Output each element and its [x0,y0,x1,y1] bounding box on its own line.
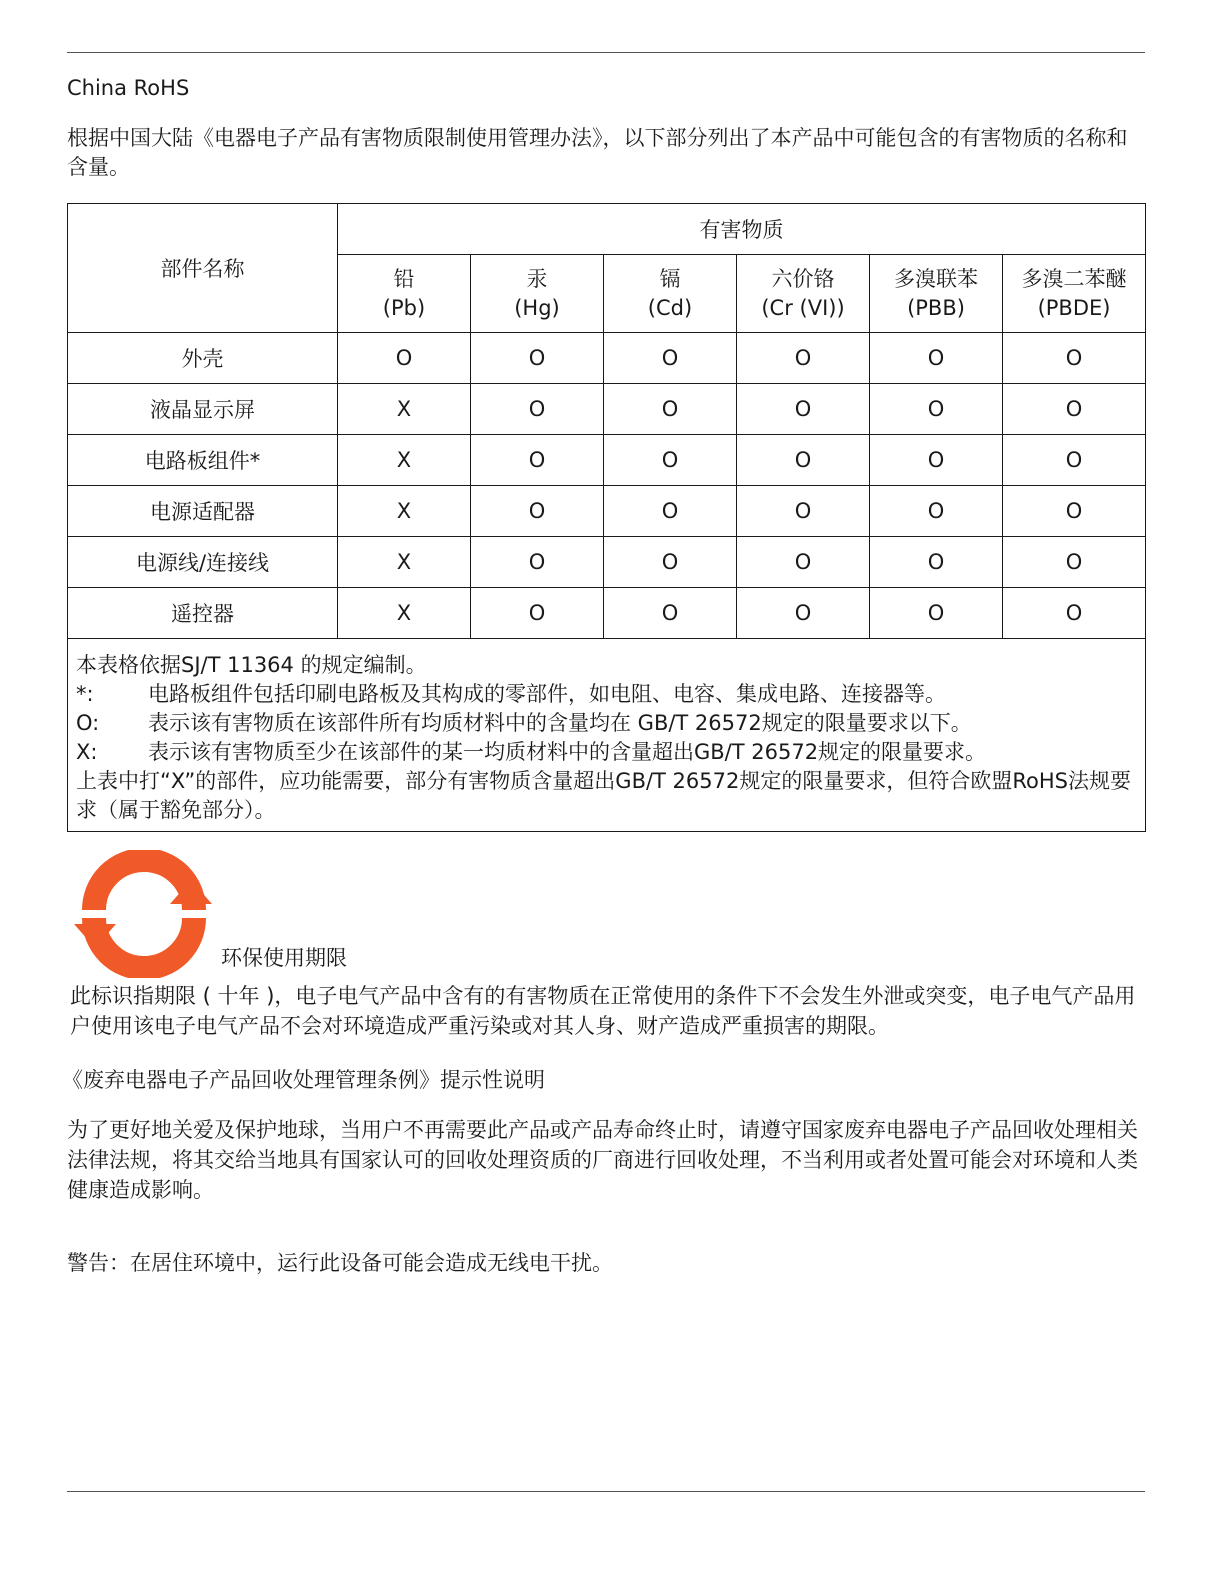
value-cell: O [1003,333,1146,384]
radio-interference-warning: 警告：在居住环境中，运行此设备可能会造成无线电干扰。 [67,1251,613,1275]
note-o-text: 表示该有害物质在该部件所有均质材料中的含量均在 GB/T 26572规定的限量要求以下。 [148,711,972,735]
substance-header-pb: 铅 (Pb) [338,255,471,333]
value-cell: O [604,333,737,384]
value-cell: O [737,537,870,588]
value-cell: O [1003,588,1146,639]
value-cell: O [1003,537,1146,588]
section-heading: China RoHS [67,76,190,100]
eco-period-label: 环保使用期限 [221,946,347,970]
weee-text: 为了更好地关爱及保护地球，当用户不再需要此产品或产品寿命终止时，请遵守国家废弃电器电子产品回收处理相关法律法规，将其交给当地具有国家认可的回收处理资质的厂商进行回收处理，不当利用或者处置可能会对环境和人类健康造成影响。 [67,1118,1138,1202]
note-x-text: 表示该有害物质至少在该部件的某一均质材料中的含量超出GB/T 26572规定的限量要求。 [148,740,987,764]
value-cell: O [737,588,870,639]
note-o [76,709,1137,738]
hazardous-substance-table [67,203,1146,832]
substance-header-pbde: 多溴二苯醚 (PBDE) [1003,255,1146,333]
value-cell: O [338,333,471,384]
note-star-mark: *: [76,682,94,706]
value-cell: O [737,333,870,384]
top-divider [67,52,1145,53]
table-row [68,588,1146,639]
table-row [68,537,1146,588]
note-star [76,680,1137,709]
value-cell: O [870,588,1003,639]
value-cell: X [338,435,471,486]
value-cell: O [604,486,737,537]
value-cell: O [737,435,870,486]
note-star-text: 电路板组件包括印刷电路板及其构成的零部件，如电阻、电容、集成电路、连接器等。 [148,682,946,706]
value-cell: O [604,435,737,486]
bottom-divider [67,1491,1145,1492]
hazardous-substance-header: 有害物质 [338,204,1146,255]
part-name-cell: 电源线/连接线 [68,537,338,588]
value-cell: O [471,537,604,588]
table-notes [68,639,1146,832]
value-cell: O [870,435,1003,486]
value-cell: X [338,537,471,588]
substance-header-hg: 汞 (Hg) [471,255,604,333]
notes-footer: 上表中打“X”的部件，应功能需要，部分有害物质含量超出GB/T 26572规定的限量要求，但符合欧盟RoHS法规要求（属于豁免部分）。 [76,769,1131,822]
part-name-cell: 电路板组件* [68,435,338,486]
recycle-arrows-icon [70,850,216,978]
table-row [68,384,1146,435]
note-x [76,738,1137,767]
value-cell: O [1003,486,1146,537]
part-name-cell: 遥控器 [68,588,338,639]
value-cell: O [1003,384,1146,435]
part-name-cell: 液晶显示屏 [68,384,338,435]
part-name-cell: 外壳 [68,333,338,384]
value-cell: X [338,384,471,435]
value-cell: O [471,384,604,435]
value-cell: O [471,486,604,537]
table-row [68,486,1146,537]
substance-header-cd: 镉 (Cd) [604,255,737,333]
value-cell: O [737,486,870,537]
value-cell: O [870,486,1003,537]
substance-header-pbb: 多溴联苯 (PBB) [870,255,1003,333]
table-row [68,435,1146,486]
value-cell: O [870,537,1003,588]
weee-title: 《废弃电器电子产品回收处理管理条例》提示性说明 [62,1068,545,1092]
value-cell: X [338,486,471,537]
value-cell: O [604,588,737,639]
value-cell: O [604,384,737,435]
part-name-cell: 电源适配器 [68,486,338,537]
value-cell: X [338,588,471,639]
value-cell: O [471,588,604,639]
table-row [68,333,1146,384]
value-cell: O [870,384,1003,435]
value-cell: O [471,435,604,486]
value-cell: O [1003,435,1146,486]
notes-standard-line: 本表格依据SJ/T 11364 的规定编制。 [76,653,427,677]
part-name-header: 部件名称 [68,204,338,333]
value-cell: O [870,333,1003,384]
value-cell: O [737,384,870,435]
eco-period-text: 此标识指期限 ( 十年 )，电子电气产品中含有的有害物质在正常使用的条件下不会发生外泄或突变，电子电气产品用户使用该电子电气产品不会对环境造成严重污染或对其人身、财产造成严重损害的期限。 [70,984,1136,1038]
note-o-mark: O: [76,711,100,735]
note-x-mark: X: [76,740,98,764]
value-cell: O [471,333,604,384]
value-cell: O [604,537,737,588]
intro-paragraph: 根据中国大陆《电器电子产品有害物质限制使用管理办法》，以下部分列出了本产品中可能包含的有害物质的名称和含量。 [67,126,1128,179]
substance-header-cr6: 六价铬 (Cr (VI)) [737,255,870,333]
